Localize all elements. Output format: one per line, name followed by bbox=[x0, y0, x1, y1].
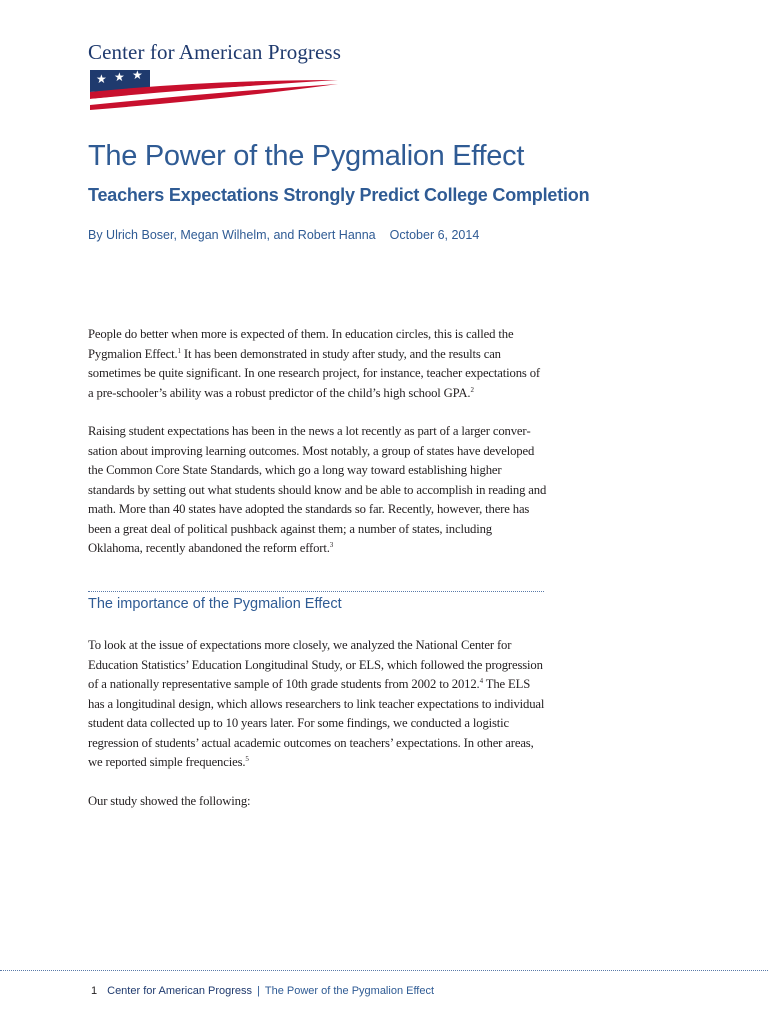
page-subtitle: Teachers Expectations Strongly Predict College Completion bbox=[88, 185, 590, 205]
paragraph-3-text-a: To look at the issue of expectations more closely, we analyzed the National Center for Education Statistics’ Education Longitudinal Study, or ELS, which followed the progression of a nationally representative sample of 10th grade students from 2002 to 2012. bbox=[88, 638, 543, 691]
paragraph-2 bbox=[88, 422, 548, 559]
paragraph-1 bbox=[88, 325, 548, 403]
page-footer bbox=[91, 985, 434, 997]
publish-date: October 6, 2014 bbox=[389, 228, 480, 242]
paragraph-2-text: Raising student expectations has been in the news a lot recently as part of a larger conversation about improving learning outcomes. Most notably, a group of states have developed the Common Core State Standards, which go a long way toward establishing higher standards by setting out what students should know and be able to accomplish in reading and math. More than 40 states have adopted the standards so far. Recently, however, there has been a great deal of political pushback against them; a number of states, including Oklahoma, recently abandoned the reform effort. bbox=[88, 424, 547, 555]
authors: By Ulrich Boser, Megan Wilhelm, and Robert Hanna bbox=[88, 228, 376, 242]
section-divider bbox=[88, 591, 544, 592]
footnote-ref-5[interactable]: 5 bbox=[245, 754, 249, 763]
footnote-ref-4[interactable]: 4 bbox=[479, 676, 483, 685]
byline bbox=[88, 228, 479, 242]
svg-text:★: ★ bbox=[114, 70, 125, 84]
paragraph-1-text-b: It has been demonstrated in study after study, and the results can sometimes be quite significant. In one research project, for instance, teacher expectations of a pre-schooler’s ability was a robust predictor of the child’s high school GPA. bbox=[88, 346, 540, 400]
paragraph-4: Our study showed the following: bbox=[88, 794, 251, 808]
section-heading: The importance of the Pygmalion Effect bbox=[88, 596, 342, 612]
page-number: 1 bbox=[91, 985, 98, 997]
footer-divider bbox=[0, 970, 768, 971]
paragraph-3 bbox=[88, 636, 548, 773]
footer-org: Center for American Progress bbox=[107, 985, 253, 997]
svg-text:★: ★ bbox=[132, 68, 143, 82]
footer-separator: | bbox=[257, 985, 260, 997]
paragraph-3-text-b: The ELS has a longitudinal design, which allows researchers to link teacher expectations to individual student data collected up to 10 years later. For some findings, we conducted a logistic regression of students’ actual academic outcomes on teachers’ expectations. In other areas, we reported simple frequencies. bbox=[88, 677, 545, 769]
flag-swoosh-icon bbox=[88, 66, 343, 110]
cap-logo bbox=[88, 40, 348, 110]
footnote-ref-1[interactable]: 1 bbox=[177, 346, 181, 355]
footnote-ref-3[interactable]: 3 bbox=[329, 540, 334, 549]
svg-text:★: ★ bbox=[96, 72, 107, 86]
paragraph-1-text-a: People do better when more is expected of them. In education circles, this is called the Pygmalion Effect. bbox=[88, 327, 514, 361]
page-title: The Power of the Pygmalion Effect bbox=[88, 140, 525, 172]
footer-doc-title: The Power of the Pygmalion Effect bbox=[264, 985, 435, 997]
footnote-ref-2[interactable]: 2 bbox=[470, 385, 474, 394]
logo-wordmark: Center for American Progress bbox=[88, 40, 341, 64]
